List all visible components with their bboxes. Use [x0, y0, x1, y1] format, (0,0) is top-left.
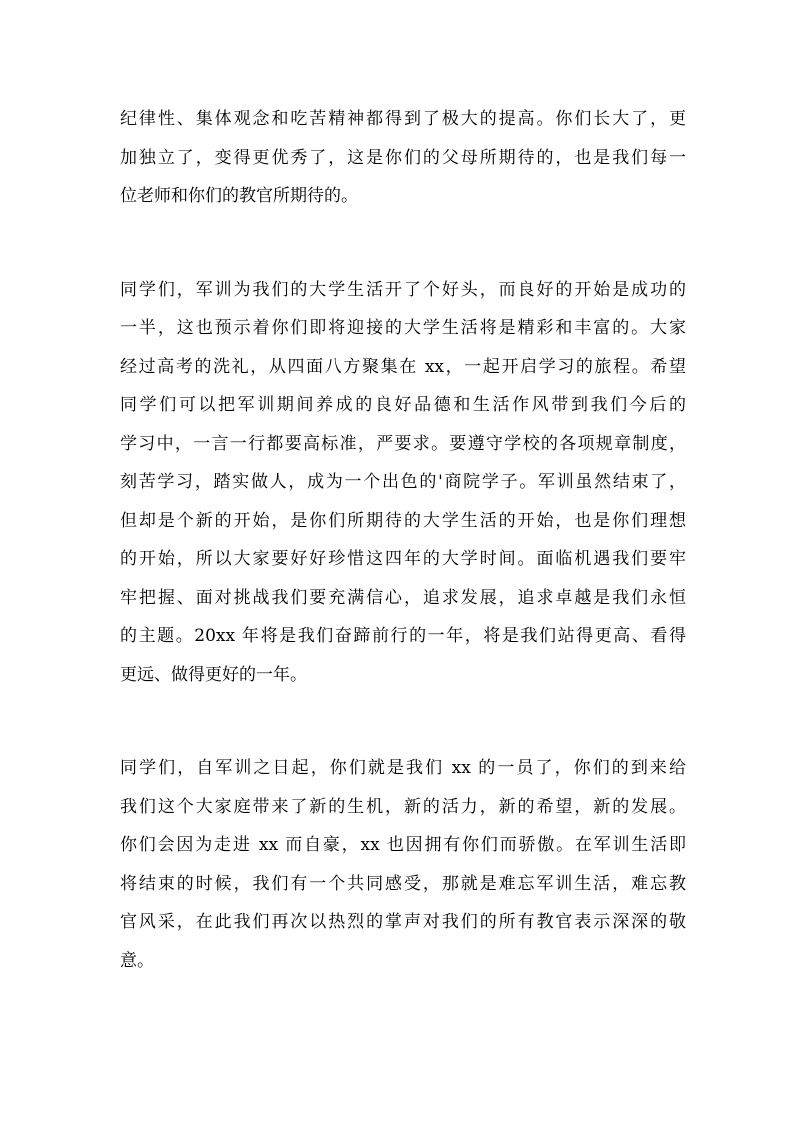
text-line: 经过高考的洗礼，从四面八方聚集在 xx，一起开启学习的旅程。希望: [120, 356, 686, 377]
text-line: 纪律性、集体观念和吃苦精神都得到了极大的提高。你们长大了，更: [120, 109, 686, 129]
text-line: 同学们可以把军训期间养成的良好品德和生活作风带到我们今后的: [120, 395, 686, 415]
text-line: 同学们，自军训之日起，你们就是我们 xx 的一员了，你们的到来给: [120, 758, 686, 778]
text-line: 学习中，一言一行都要高标准，严要求。要遵守学校的各项规章制度，: [120, 433, 686, 454]
text-line: 一半，这也预示着你们即将迎接的大学生活将是精彩和丰富的。大家: [120, 318, 686, 338]
text-line: 同学们，军训为我们的大学生活开了个好头，而良好的开始是成功的: [120, 279, 686, 300]
text-line: 将结束的时候，我们有一个共同感受，那就是难忘军训生活，难忘教: [120, 873, 686, 894]
text-line: 意。: [120, 950, 154, 971]
text-line: 你们会因为走进 xx 而自豪，xx 也因拥有你们而骄傲。在军训生活即: [120, 835, 686, 855]
text-line: 官风采，在此我们再次以热烈的掌声对我们的所有教官表示深深的敬: [120, 912, 686, 932]
text-line: 但却是个新的开始，是你们所期待的大学生活的开始，也是你们理想: [120, 510, 686, 531]
paragraph-2: [120, 271, 686, 695]
text-line: 刻苦学习，踏实做人，成为一个出色的'商院学子。军训虽然结束了，: [120, 472, 686, 492]
paragraph-3: [120, 749, 686, 980]
document-body: [120, 100, 686, 1035]
text-line: 更远、做得更好的一年。: [120, 664, 307, 685]
text-line: 牢把握、面对挑战我们要充满信心，追求发展，追求卓越是我们永恒: [120, 587, 686, 608]
text-line: 我们这个大家庭带来了新的生机，新的活力，新的希望，新的发展。: [120, 796, 686, 817]
text-line: 加独立了，变得更优秀了，这是你们的父母所期待的，也是我们每一: [120, 147, 686, 168]
paragraph-1: [120, 100, 686, 216]
text-line: 的开始，所以大家要好好珍惜这四年的大学时间。面临机遇我们要牢: [120, 549, 686, 569]
text-line: 的主题。20xx 年将是我们奋蹄前行的一年，将是我们站得更高、看得: [120, 626, 686, 646]
text-line: 位老师和你们的教官所期待的。: [120, 186, 358, 206]
